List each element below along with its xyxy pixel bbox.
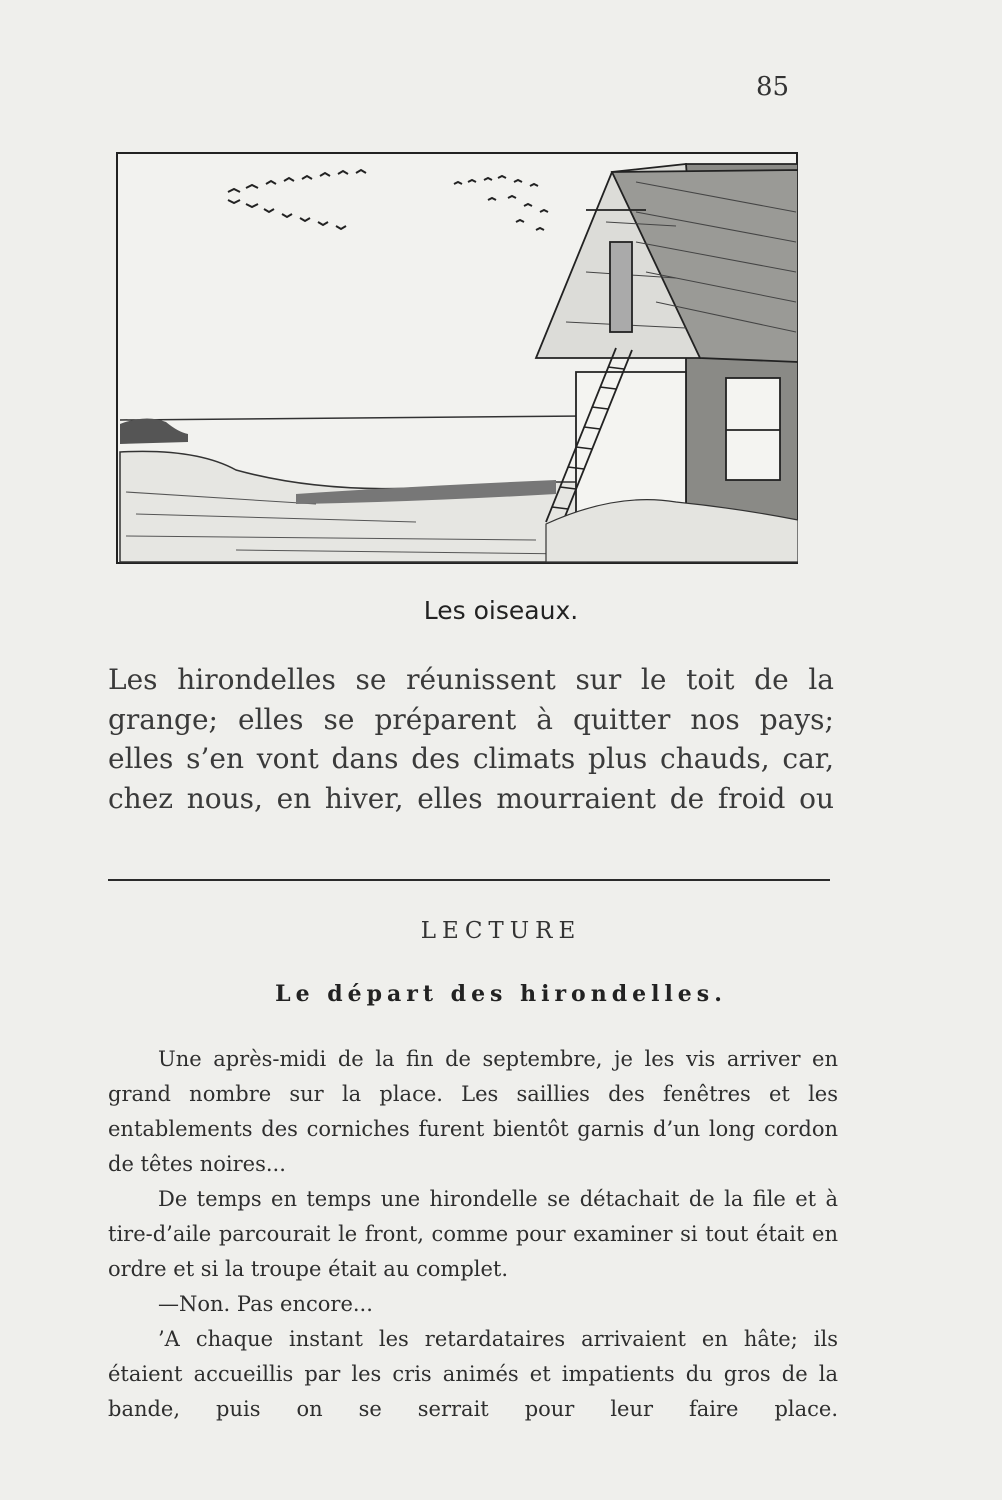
illustration-swallows-barn bbox=[116, 152, 798, 564]
reading-text bbox=[108, 1042, 838, 1427]
intro-line: Les hirondelles se réunissent sur le toit de la bbox=[108, 663, 834, 696]
intro-line: chez nous, en hiver, elles mourraient de froid ou bbox=[108, 781, 834, 815]
section-title: LECTURE bbox=[420, 918, 582, 944]
intro-line: elles s’en vont dans des climats plus chauds, car, bbox=[108, 742, 834, 775]
reading-title: Le départ des hirondelles. bbox=[275, 981, 727, 1007]
illustration-caption: Les oiseaux. bbox=[423, 596, 579, 625]
intro-text bbox=[108, 660, 834, 818]
intro-line: grange; elles se préparent à quitter nos pays; bbox=[108, 702, 834, 736]
section-divider bbox=[108, 879, 830, 881]
page-number: 85 bbox=[756, 72, 790, 102]
reading-paragraph: De temps en temps une hirondelle se détachait de la file et à tire-d’aile parcourait le front, comme pour examiner si tout était en ordre et si la troupe était au complet. bbox=[108, 1187, 838, 1281]
reading-paragraph: —Non. Pas encore... bbox=[158, 1292, 373, 1316]
reading-paragraph: Une après-midi de la fin de septembre, je les vis arriver en grand nombre sur la place. Les saillies des fenêtres et les entablements des corniches furent bientôt garnis d’un long cordon de têtes noires... bbox=[108, 1047, 838, 1176]
reading-paragraph: ’A chaque instant les retardataires arrivaient en hâte; ils étaient accueillis par les cris animés et impatients du gros de la bande, puis on se serrait pour leur faire place. bbox=[108, 1327, 838, 1421]
